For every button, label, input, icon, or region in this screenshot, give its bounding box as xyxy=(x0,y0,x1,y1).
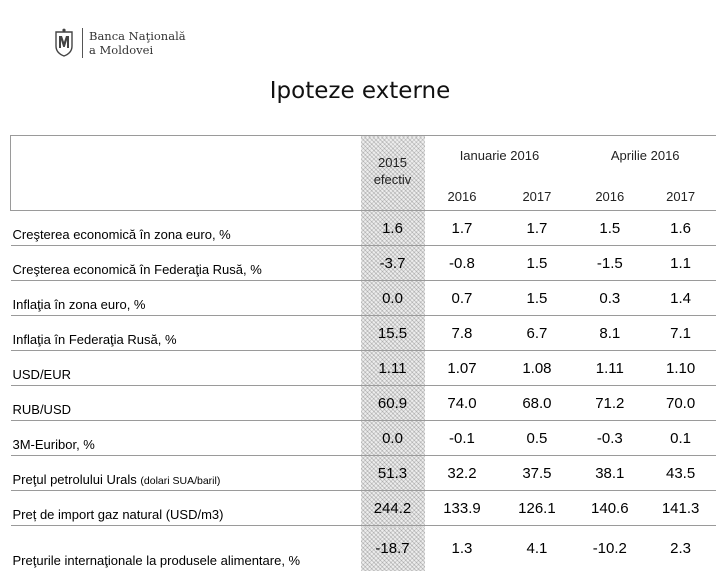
cell-value: -1.5 xyxy=(574,246,645,281)
row-label xyxy=(11,351,361,386)
cell-value: 38.1 xyxy=(574,456,645,491)
cell-value: -0.1 xyxy=(425,421,500,456)
cell-value: 1.7 xyxy=(499,211,574,246)
cell-value: 37.5 xyxy=(499,456,574,491)
cell-effective: 1.6 xyxy=(361,211,425,246)
cell-effective: 51.3 xyxy=(361,456,425,491)
group-header-january: Ianuarie 2016 xyxy=(425,136,575,175)
cell-value: 0.1 xyxy=(645,421,716,456)
effective-label: efectiv xyxy=(361,171,425,188)
row-label xyxy=(11,491,361,526)
page-title: Ipoteze externe xyxy=(0,78,720,104)
logo-line-1: Banca Naţională xyxy=(89,29,186,43)
table-row xyxy=(11,421,717,456)
cell-value: 1.5 xyxy=(574,211,645,246)
cell-value: -0.8 xyxy=(425,246,500,281)
cell-value: 70.0 xyxy=(645,386,716,421)
cell-value: 1.10 xyxy=(645,351,716,386)
row-label xyxy=(11,421,361,456)
cell-value: 7.8 xyxy=(425,316,500,351)
cell-effective: 244.2 xyxy=(361,491,425,526)
row-label xyxy=(11,526,361,571)
row-label-text: Preț de import gaz natural xyxy=(13,507,163,522)
cell-effective: 0.0 xyxy=(361,421,425,456)
cell-effective: -18.7 xyxy=(361,526,425,571)
row-label-text: Creşterea economică în Federaţia Rusă, % xyxy=(13,262,262,277)
cell-value: 0.5 xyxy=(499,421,574,456)
cell-value: 7.1 xyxy=(645,316,716,351)
cell-effective: 60.9 xyxy=(361,386,425,421)
row-label-text: Preţul petrolului Urals xyxy=(13,472,137,487)
logo-line-2: a Moldovei xyxy=(89,43,186,57)
cell-effective: 0.0 xyxy=(361,281,425,316)
cell-value: 1.5 xyxy=(499,246,574,281)
cell-value: 133.9 xyxy=(425,491,500,526)
cell-value: 8.1 xyxy=(574,316,645,351)
row-label-text: Inflaţia în zona euro, % xyxy=(13,297,146,312)
cell-value: 6.7 xyxy=(499,316,574,351)
row-label xyxy=(11,456,361,491)
cell-value: 140.6 xyxy=(574,491,645,526)
year-header-apr-2017: 2017 xyxy=(645,174,716,211)
logo-divider xyxy=(82,28,83,58)
cell-value: -10.2 xyxy=(574,526,645,571)
effective-year: 2015 xyxy=(361,154,425,171)
row-label xyxy=(11,246,361,281)
table-row xyxy=(11,386,717,421)
year-header-apr-2016: 2016 xyxy=(574,174,645,211)
logo-text xyxy=(89,29,186,57)
assumptions-table xyxy=(10,135,716,571)
table-row xyxy=(11,281,717,316)
cell-value: 1.3 xyxy=(425,526,500,571)
cell-effective: -3.7 xyxy=(361,246,425,281)
table-row xyxy=(11,456,717,491)
row-label-text: Preţurile internaţionale la produsele alimentare, % xyxy=(13,553,301,568)
cell-value: 1.07 xyxy=(425,351,500,386)
group-header-april: Aprilie 2016 xyxy=(574,136,716,175)
row-label xyxy=(11,316,361,351)
table-row xyxy=(11,246,717,281)
row-unit: (USD/m3) xyxy=(166,507,224,522)
cell-value: 32.2 xyxy=(425,456,500,491)
table-row xyxy=(11,526,717,571)
bank-emblem-icon xyxy=(52,28,76,58)
table-row xyxy=(11,351,717,386)
cell-value: 4.1 xyxy=(499,526,574,571)
bank-logo xyxy=(52,28,186,58)
year-header-jan-2016: 2016 xyxy=(425,174,500,211)
cell-value: 141.3 xyxy=(645,491,716,526)
row-label-text: Inflaţia în Federaţia Rusă, % xyxy=(13,332,177,347)
cell-value: 71.2 xyxy=(574,386,645,421)
header-effective xyxy=(361,136,425,211)
cell-value: 68.0 xyxy=(499,386,574,421)
row-unit: (dolari SUA/baril) xyxy=(140,475,220,487)
table-row xyxy=(11,211,717,246)
table-row xyxy=(11,316,717,351)
cell-value: 74.0 xyxy=(425,386,500,421)
header-blank xyxy=(11,136,361,175)
row-label-text: RUB/USD xyxy=(13,402,72,417)
table-row xyxy=(11,491,717,526)
row-label xyxy=(11,386,361,421)
row-label xyxy=(11,281,361,316)
cell-value: 1.6 xyxy=(645,211,716,246)
cell-effective: 15.5 xyxy=(361,316,425,351)
cell-effective: 1.11 xyxy=(361,351,425,386)
cell-value: 0.3 xyxy=(574,281,645,316)
cell-value: 1.5 xyxy=(499,281,574,316)
row-label xyxy=(11,211,361,246)
header-blank-2 xyxy=(11,174,361,211)
cell-value: 1.08 xyxy=(499,351,574,386)
row-label-text: USD/EUR xyxy=(13,367,72,382)
cell-value: -0.3 xyxy=(574,421,645,456)
cell-value: 1.11 xyxy=(574,351,645,386)
cell-value: 0.7 xyxy=(425,281,500,316)
cell-value: 126.1 xyxy=(499,491,574,526)
cell-value: 2.3 xyxy=(645,526,716,571)
cell-value: 1.1 xyxy=(645,246,716,281)
cell-value: 1.7 xyxy=(425,211,500,246)
year-header-jan-2017: 2017 xyxy=(499,174,574,211)
row-label-text: Creşterea economică în zona euro, % xyxy=(13,227,231,242)
cell-value: 1.4 xyxy=(645,281,716,316)
cell-value: 43.5 xyxy=(645,456,716,491)
row-label-text: 3M-Euribor, % xyxy=(13,437,95,452)
